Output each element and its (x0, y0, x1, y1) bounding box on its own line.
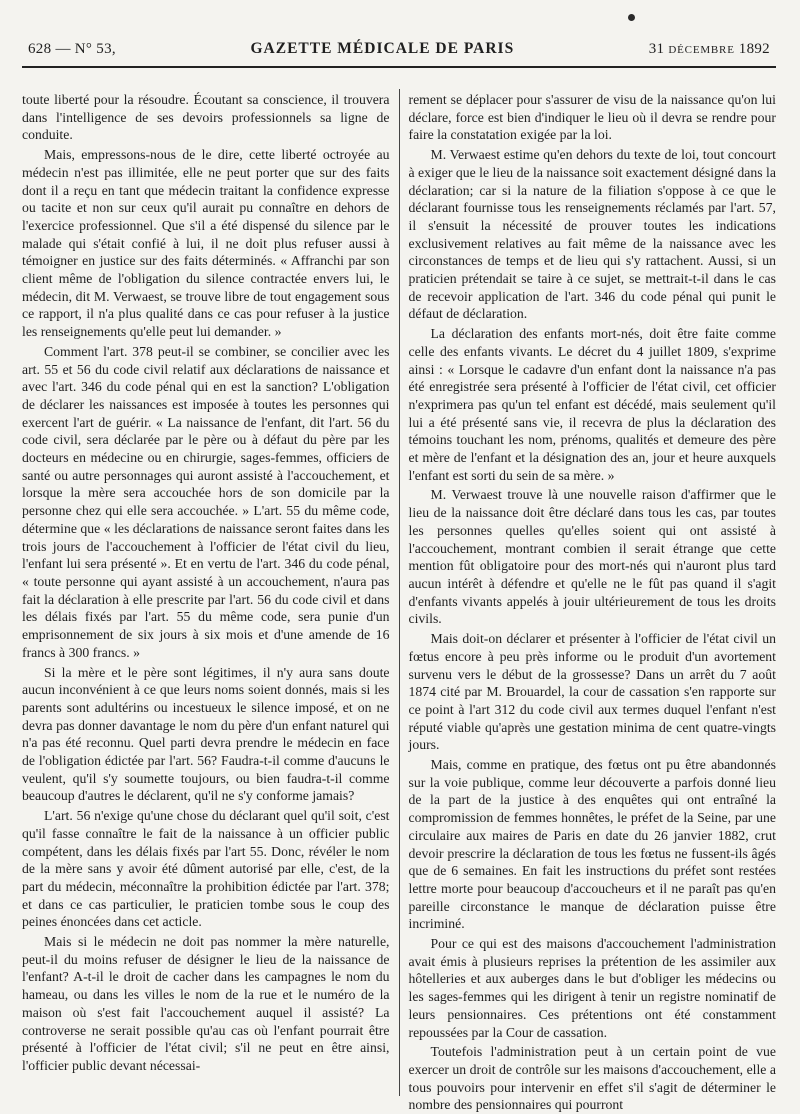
paragraph: M. Verwaest trouve là une nouvelle raison d'affirmer que le lieu de la naissance doit être déclaré dans tous les cas, par toutes les personnes quelles qu'elles soient qui ont assisté à l'accouchement, montrant combien il serait étrange que cette mention fût obligatoire pour des mort-nés qui n'auront plus tard aucun intérêt à défendre et qu'elle ne le fût pas quand il s'agit d'enfants vivants appelés à jouir ultérieurement de tous les droits civils. (408, 487, 776, 627)
paragraph: Comment l'art. 378 peut-il se combiner, se concilier avec les art. 55 et 56 du code civil relatif aux déclarations de naissance et avec l'art. 346 du code pénal qui en est la sanction? L'obligation de déclarer les naissances est imposée à toutes les personnes qui exercent l'art de guérir. « La naissance de l'enfant, dit l'art. 56 du code civil, sera déclarée par le père ou à défaut du père par les docteurs en médecine ou en chirurgie, sages-femmes, officiers de santé ou autre personnages qui auront assisté à l'accouchement, et lorsque la mère sera accouchée hors de son domicile par la personne chez qui elle sera accouchée. » L'art. 55 du même code, détermine que « les déclarations de naissance seront faites dans les trois jours de l'accouchement à l'officier de l'état civil du lieu, l'enfant lui sera présenté ». Et en vertu de l'art. 346 du code pénal, « toute personne qui ayant assisté à un accouchement, n'aura pas fait la déclaration à elle prescrite par l'art. 56 du code civil et dans les délais fixés par l'art. 55 du même code, sera punie d'un emprisonnement de six jours à six mois et d'une amende de 16 francs à 300 francs. » (22, 343, 390, 660)
paragraph: Mais doit-on déclarer et présenter à l'officier de l'état civil un fœtus encore à peu près informe ou le produit d'un avortement survenu vers le début de la grossesse? Dans un arrêt du 7 août 1874 cité par M. Brouardel, la cour de cassation s'en rapporte sur ce point à l'art 312 du code civil aux termes duquel l'enfant n'est réputé viable qu'après une gestation minima de cent quatre-vingts jours. (408, 631, 776, 753)
paragraph: Mais si le médecin ne doit pas nommer la mère naturelle, peut-il du moins refuser de désigner le lieu de la naissance de l'enfant? A-t-il le droit de cacher dans les campagnes le nom du hameau, ou dans les villes le nom de la rue et le numéro de la maison où s'est fait l'accouchement auquel il assisté? La controverse ne serait possible qu'au cas où l'enfant pourrait être présenté à l'officier de l'état civil; s'il ne peut en être ainsi, l'officier public devant nécessai- (22, 934, 390, 1073)
paragraph: M. Verwaest estime qu'en dehors du texte de loi, tout concourt à exiger que le lieu de la naissance soit exactement désigné dans la déclaration; car si la nature de la filiation s'oppose à ce que le déclarant fournisse tous les renseignements réclamés par l'art. 57, il s'ensuit la nécessité de prouver toutes les indications exclusivement relatives au fait même de la naissance avec les circonstances de temps et de lieu qui s'y rattachent. Aussi, si un praticien prétendait se taire à ce sujet, se mettrait-t-il dans le cas de recevoir application de l'art. 346 du code pénal qui punit le défaut de déclaration. (408, 147, 776, 322)
paragraph: rement se déplacer pour s'assurer de visu de la naissance qu'on lui déclare, force est bien d'indiquer le lieu où il devra se rendre pour faire la constatation exigée par la loi. (408, 92, 776, 143)
paragraph: Toutefois l'administration peut à un certain point de vue exercer un droit de contrôle sur les maisons d'accouchement, elle a tous pouvoirs pour intervenir en effet s'il s'agit de déterminer le nombre des pensionnaires qui pourront (408, 1044, 776, 1113)
journal-title: GAZETTE MÉDICALE DE PARIS (250, 40, 515, 57)
ink-dot (628, 14, 635, 21)
paragraph: Mais, comme en pratique, des fœtus ont pu être abandonnés sur la voie publique, comme leur découverte a parfois donné lieu de la part de la justice à des enquêtes qui ont entraîné la compromission de femmes honnêtes, le préfet de la Seine, par une circulaire aux maires de Paris en date du 26 janvier 1882, crut devoir prescrire la déclaration de tous les fœtus ne fussent-ils âgés que de 6 semaines. En fait les instructions du préfet sont restées lettre morte pour beaucoup d'accoucheurs et il ne paraît pas qu'en pareille circonstance le manque de déclaration puisse être incriminé. (408, 757, 776, 932)
article-columns (22, 91, 776, 1113)
paragraph: La déclaration des enfants mort-nés, doit être faite comme celle des enfants vivants. Le décret du 4 juillet 1809, s'exprime ainsi : « Lorsque le cadavre d'un enfant dont la naissance n'a pas été enregistrée sera présenté à l'officier de l'état civil, cet officier n'exprimera pas qu'un tel enfant est décédé, mais seulement qu'il lui a été présenté sans vie, il recevra de plus la déclaration des témoins touchant les nom, prénoms, qualités et demeure des père et mère de l'enfant et la désignation des an, jour et heure auxquels l'enfant est sorti du sein de sa mère. » (408, 326, 776, 483)
right-column (400, 91, 777, 1113)
page-number: 628 — N° 53, (28, 41, 116, 57)
paragraph: Si la mère et le père sont légitimes, il n'y aura sans doute aucun inconvénient à ce que leurs noms soient donnés, mais si les parents sont adultérins ou incestueux le silence imposé, et on ne devra pas donner davantage le nom du père d'un enfant naturel qui n'a pas été reconnu. Quel parti devra prendre le médecin en face de l'obligation édictée par l'art. 56? Faudra-t-il comme d'aucuns le veulent, qu'il s'y soumette toujours, ou bien faudra-t-il comme beaucoup d'autres le déclarent, qu'il ne s'y conforme jamais? (22, 664, 390, 804)
date-year: 1892 (738, 41, 770, 57)
page-header (28, 40, 770, 62)
date-day: 31 (648, 41, 665, 57)
paragraph: toute liberté pour la résoudre. Écoutant sa conscience, il trouvera dans l'intelligence de ses devoirs professionnels sa ligne de conduite. (22, 92, 390, 143)
paragraph: Pour ce qui est des maisons d'accouchement l'administration avait émis à plusieurs reprises la prétention de les assimiler aux hôtelleries et aux auberges dans le but d'obliger les médecins ou les sages-femmes qui les dirigent à tenir un registre nominatif de leurs pensionnaires. Ces prétentions ont été constamment repoussées par la Cour de cassation. (408, 936, 776, 1040)
paragraph: Mais, empressons-nous de le dire, cette liberté octroyée au médecin n'est pas illimitée, elle ne peut porter que sur des faits dont il a reçu en tant que médecin traitant la confidence expresse ou tacite et non sur ceux qu'il aurait pu connaître en dehors de l'exercice professionnel. Que s'il a été dispensé du silence par le malade qui s'était confié à lui, il ne doit plus refuser aussi à témoigner en justice sur des faits déterminés. « Affranchi par son client même de l'obligation du silence contractée envers lui, le médecin, dit M. Verwaest, se trouve libre de tout engagement sous ce rapport, il n'a plus qualité dans ce cas pour refuser à la justice les renseignements qu'elle peut lui demander. » (22, 147, 390, 340)
date-month: DÉCEMBRE (668, 44, 735, 56)
issue-date (649, 41, 770, 58)
paragraph: L'art. 56 n'exige qu'une chose du déclarant quel qu'il soit, c'est qu'il fasse connaître le fait de la naissance à un officier public compétent, dans les délais fixés par l'art 55. Donc, révéler le nom de la mère sans y avoir été dûment autorisé par elle, c'est, de la part du médecin, méconnaître la prohibition édictée par l'art. 378; et dans ce cas particulier, le praticien tombe sous le coup des peines énoncées dans cet acticle. (22, 808, 390, 930)
left-column (22, 91, 399, 1096)
header-rule (22, 66, 776, 68)
